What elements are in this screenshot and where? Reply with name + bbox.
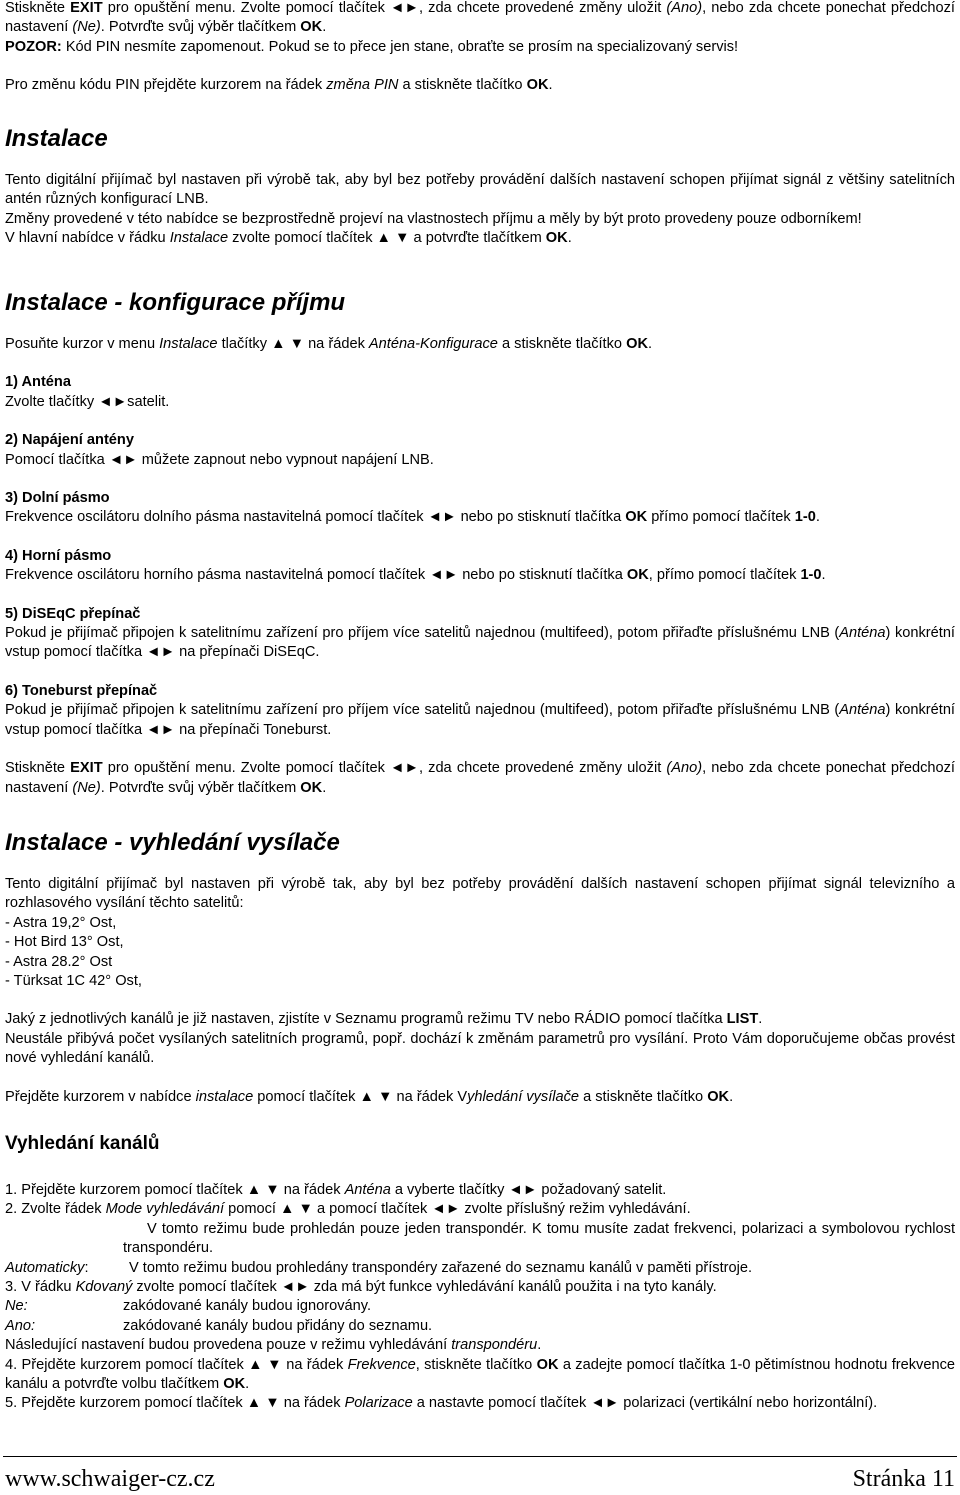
transponder-note: Následující nastavení budou provedena pouze v režimu vyhledávání transpondéru.	[5, 1337, 542, 1354]
item-text: Pokud je přijímač připojen k satelitnímu zařízení pro příjem více satelitů najednou (multifeed), potom přiřaďte příslušnému LNB (Anténa) konkrétní vstup pomocí tlačítka ◄► na přepínači DiSEqC.	[5, 625, 955, 661]
item-text: Frekvence oscilátoru dolního pásma nastavitelná pomocí tlačítek ◄► nebo po stisknutí tlačítka OK přímo pomocí tlačítek 1-0.	[5, 509, 820, 526]
konfigurace-intro: Posuňte kurzor v menu Instalace tlačítky ▲ ▼ na řádek Anténa-Konfigurace a stiskněte tlačítko OK.	[5, 336, 653, 352]
step-3: 3. V řádku Kdovaný zvolte pomocí tlačítek ◄► zda má být funkce vyhledávání kanálů použita i na tyto kanály.	[5, 1279, 717, 1296]
item-text: Frekvence oscilátoru horního pásma nastavitelná pomocí tlačítek ◄► nebo po stisknutí tlačítka OK, přímo pomocí tlačítek 1-0.	[5, 567, 826, 584]
section-kanaly	[5, 1132, 955, 1414]
step-2: 2. Zvolte řádek Mode vyhledávání pomocí ▲ ▼ a pomocí tlačítek ◄► zvolte příslušný režim vyhledávání.	[5, 1201, 691, 1218]
option-ano: Ano: zakódované kanály budou přidány do seznamu.	[5, 1317, 433, 1334]
exit-paragraph: Stiskněte EXIT pro opuštění menu. Zvolte pomocí tlačítek ◄►, zda chcete provedené změny uložit (Ano), nebo zda chcete ponechat předchozí nastavení (Ne). Potvrďte svůj výběr tlačítkem OK.	[5, 0, 955, 36]
item-title: 2) Napájení antény	[5, 432, 134, 449]
vyhledani-paragraph-2: Jaký z jednotlivých kanálů je již nastaven, zjistíte v Seznamu programů režimu TV nebo RÁDIO pomocí tlačítka LIST.	[5, 1011, 763, 1028]
heading-instalace: Instalace	[5, 125, 108, 152]
prev-section	[5, 0, 955, 96]
instalace-paragraph-3: V hlavní nabídce v řádku Instalace zvolte pomocí tlačítek ▲ ▼ a potvrďte tlačítkem OK.	[5, 230, 572, 247]
item-title: 4) Horní pásmo	[5, 547, 112, 564]
instalace-paragraph-1: Tento digitální přijímač byl nastaven při výrobě tak, aby byl bez potřeby provádění dalších nastavení schopen přijímat signál z většiny satelitních antén různých konfigurací LNB.	[5, 172, 955, 208]
item-title: 5) DiSEqC přepínač	[5, 605, 141, 622]
item-text: Zvolte tlačítky ◄►satelit.	[5, 393, 170, 410]
instalace-paragraph-2: Změny provedené v této nabídce se bezprostředně projeví na vlastnostech příjmu a měly by být proto provedeny pouze odborníkem!	[5, 210, 862, 227]
footer-divider	[3, 1456, 957, 1457]
item-text: Pokud je přijímač připojen k satelitnímu zařízení pro příjem více satelitů najednou (multifeed), potom přiřaďte příslušnému LNB (Anténa) konkrétní vstup pomocí tlačítka ◄► na přepínači Toneburst.	[5, 702, 955, 738]
item-title: 6) Toneburst přepínač	[5, 682, 158, 699]
section-vyhledani	[5, 828, 955, 1107]
item-text: Pomocí tlačítka ◄► můžete zapnout nebo vypnout napájení LNB.	[5, 451, 434, 468]
satellite-item: - Astra 28.2° Ost	[5, 953, 113, 970]
mode-rucne: V tomto režimu bude prohledán pouze jeden transpondér. K tomu musíte zadat frekvenci, polarizaci a symbolovou rychlost transpondéru.	[123, 1220, 955, 1257]
heading-vyhledani: Instalace - vyhledání vysílače	[5, 829, 340, 856]
footer-website: www.schwaiger-cz.cz	[5, 1466, 215, 1492]
step-1: 1. Přejděte kurzorem pomocí tlačítek ▲ ▼ na řádek Anténa a vyberte tlačítky ◄► požadovaný satelit.	[5, 1182, 667, 1198]
pozor-paragraph: POZOR: Kód PIN nesmíte zapomenout. Pokud se to přece jen stane, obraťte se prosím na specializovaný servis!	[5, 38, 739, 55]
satellite-item: - Türksat 1C 42° Ost,	[5, 973, 142, 990]
item-title: 1) Anténa	[5, 374, 71, 391]
section-konfigurace	[5, 288, 955, 798]
satellite-item: - Astra 19,2° Ost,	[5, 914, 117, 931]
vyhledani-paragraph-1: Tento digitální přijímač byl nastaven při výrobě tak, aby byl bez potřeby provádění dalších nastavení schopen přijímat signál televizního a rozhlasového vysílání těchto satelitů:	[5, 876, 955, 912]
option-ne: Ne: zakódované kanály budou ignorovány.	[5, 1298, 372, 1315]
vyhledani-paragraph-3: Neustále přibývá počet vysílaných satelitních programů, popř. dochází k změnám parametrů pro vysílání. Proto Vám doporučujeme občas provést nové vyhledání kanálů.	[5, 1030, 955, 1067]
heading-kanaly: Vyhledání kanálů	[5, 1133, 160, 1154]
step-5: 5. Přejděte kurzorem pomocí tlačítek ▲ ▼ na řádek Polarizace a nastavte pomocí tlačítek ◄► polarizaci (vertikální nebo horizontální).	[5, 1395, 878, 1412]
konfigurace-exit: Stiskněte EXIT pro opuštění menu. Zvolte pomocí tlačítek ◄►, zda chcete provedené změny uložit (Ano), nebo zda chcete ponechat předchozí nastavení (Ne). Potvrďte svůj výběr tlačítkem OK.	[5, 760, 955, 796]
mode-automaticky: Automaticky: V tomto režimu budou prohledány transpondéry zařazené do seznamu kanálů v paměti přístroje.	[5, 1259, 753, 1276]
pin-paragraph: Pro změnu kódu PIN přejděte kurzorem na řádek změna PIN a stiskněte tlačítko OK.	[5, 77, 553, 94]
item-title: 3) Dolní pásmo	[5, 490, 110, 507]
step-4: 4. Přejděte kurzorem pomocí tlačítek ▲ ▼ na řádek Frekvence, stiskněte tlačítko OK a zadejte pomocí tlačítka 1-0 pětimístnou hodnotu frekvence kanálu a potvrďte volbu tlačítkem OK.	[5, 1356, 955, 1393]
section-instalace	[5, 124, 955, 249]
vyhledani-paragraph-4: Přejděte kurzorem v nabídce instalace pomocí tlačítek ▲ ▼ na řádek Vyhledání vysílače a stiskněte tlačítko OK.	[5, 1088, 734, 1105]
footer-page-number: Stránka 11	[852, 1466, 955, 1492]
heading-konfigurace: Instalace - konfigurace příjmu	[5, 289, 346, 316]
satellite-item: - Hot Bird 13° Ost,	[5, 934, 124, 951]
